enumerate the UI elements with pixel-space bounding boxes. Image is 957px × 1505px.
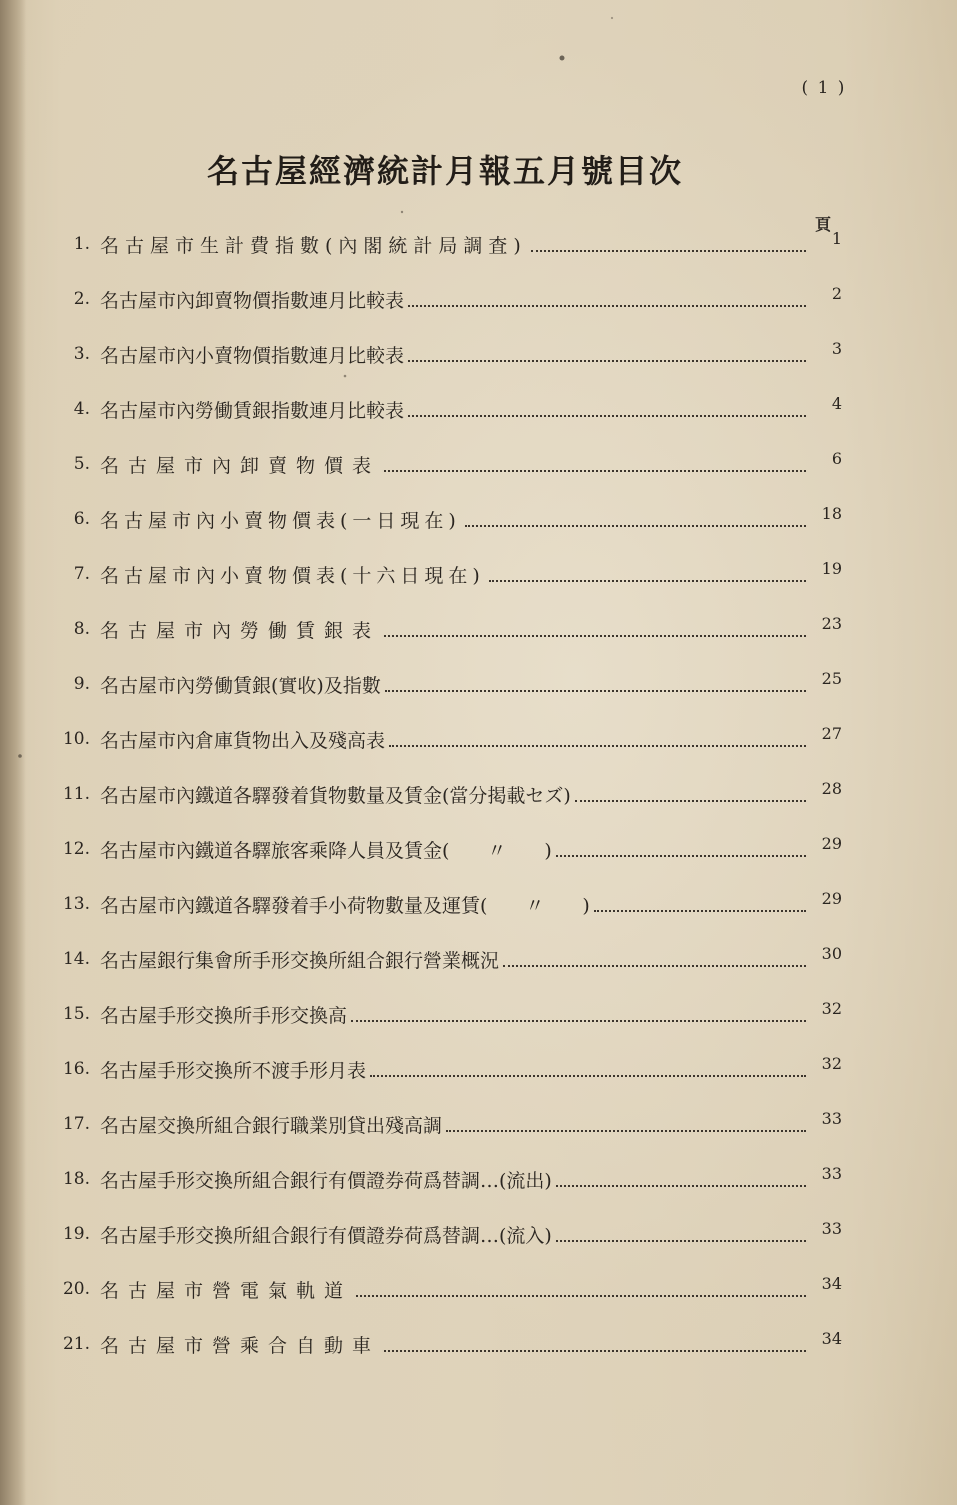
toc-entry-number: 14. [62, 949, 90, 969]
toc-entry-11 [50, 774, 842, 814]
toc-entry-page: 4 [831, 393, 842, 413]
toc-entry-number: 12. [62, 839, 90, 859]
toc-entry-page: 32 [821, 998, 842, 1018]
toc-entry-title: 名古屋市營電氣軌道 [100, 1279, 353, 1302]
toc-entry-21 [50, 1324, 842, 1364]
toc-entry-number: 2. [73, 289, 90, 309]
toc-entry-number: 8. [73, 619, 90, 639]
toc-entry-number: 15. [62, 1004, 90, 1024]
toc-entry-title: 名古屋市內小賣物價表(十六日現在) [100, 564, 485, 587]
toc-entry-page: 33 [821, 1218, 842, 1238]
page-number: ( 1 ) [801, 78, 847, 98]
toc-entry-title: 名古屋市內勞働賃銀表 [100, 619, 381, 642]
toc-entry-page: 29 [821, 888, 842, 908]
toc-entry-page: 28 [821, 778, 842, 798]
toc-entry-10 [50, 719, 842, 759]
toc-entry-5 [50, 444, 842, 484]
toc-entry-page: 6 [831, 448, 842, 468]
toc-leader-dots [556, 1240, 806, 1242]
page-title: 名古屋經濟統計月報五月號目次 [206, 152, 683, 190]
toc-entry-15 [50, 994, 842, 1034]
toc-entry-title: 名古屋市內勞働賃銀(實收)及指數 [100, 674, 381, 697]
toc-leader-dots [594, 910, 806, 912]
toc-entry-title: 名古屋手形交換所手形交換高 [100, 1004, 348, 1027]
toc-entry-page: 34 [821, 1273, 842, 1293]
toc-entry-page: 1 [831, 228, 842, 248]
toc-entry-page: 3 [831, 338, 842, 358]
toc-entry-title: 名古屋市內倉庫貨物出入及殘高表 [100, 729, 386, 752]
toc-entry-title: 名古屋市內卸賣物價指數連月比較表 [100, 289, 405, 312]
toc-entry-number: 4. [73, 399, 90, 419]
toc-leader-dots [370, 1075, 806, 1077]
toc-entry-page: 23 [821, 613, 842, 633]
toc-entry-title: 名古屋市生計費指數(內閣統計局調査) [100, 234, 527, 257]
toc-entry-title: 名古屋市內勞働賃銀指數連月比較表 [100, 399, 405, 422]
toc-entry-title: 名古屋市營乘合自動車 [100, 1334, 381, 1357]
toc-entry-18 [50, 1159, 842, 1199]
toc-entry-title: 名古屋手形交換所不渡手形月表 [100, 1059, 367, 1082]
toc-entry-17 [50, 1104, 842, 1144]
toc-entry-title: 名古屋銀行集會所手形交換所組合銀行營業概況 [100, 949, 500, 972]
toc-entry-number: 20. [62, 1279, 90, 1299]
toc-leader-dots [465, 525, 806, 527]
page-column-header: 頁 [814, 215, 831, 234]
toc-entry-page: 33 [821, 1163, 842, 1183]
toc-entry-3 [50, 334, 842, 374]
toc-entry-title: 名古屋交換所組合銀行職業別貸出殘高調 [100, 1114, 443, 1137]
toc-entry-number: 13. [62, 894, 90, 914]
toc-entry-title: 名古屋市內小賣物價指數連月比較表 [100, 344, 405, 367]
toc-leader-dots [408, 415, 806, 417]
toc-entry-8 [50, 609, 842, 649]
toc-entry-title: 名古屋市內鐵道各驛發着手小荷物數量及運賃( 〃 ) [100, 894, 590, 917]
toc-entry-title: 名古屋市內鐵道各驛發着貨物數量及賃金(當分掲載セズ) [100, 784, 571, 807]
toc-entry-page: 30 [821, 943, 842, 963]
toc-entry-page: 33 [821, 1108, 842, 1128]
toc-entry-number: 5. [73, 454, 90, 474]
toc-leader-dots [531, 250, 806, 252]
toc-entry-page: 32 [821, 1053, 842, 1073]
toc-entry-14 [50, 939, 842, 979]
toc-leader-dots [556, 855, 806, 857]
toc-leader-dots [384, 635, 806, 637]
toc-entry-1 [50, 224, 842, 264]
toc-leader-dots [408, 360, 806, 362]
toc-entry-6 [50, 499, 842, 539]
toc-leader-dots [384, 1350, 806, 1352]
toc-entry-16 [50, 1049, 842, 1089]
toc-leader-dots [385, 690, 806, 692]
toc-entry-number: 3. [73, 344, 90, 364]
toc-entry-title: 名古屋市內鐵道各驛旅客乘降人員及賃金( 〃 ) [100, 839, 552, 862]
toc-entry-number: 19. [62, 1224, 90, 1244]
toc-entry-number: 21. [62, 1334, 90, 1354]
toc-entry-page: 2 [831, 283, 842, 303]
toc-entry-number: 10. [62, 729, 90, 749]
toc-entry-number: 9. [73, 674, 90, 694]
toc-leader-dots [489, 580, 806, 582]
toc-entry-9 [50, 664, 842, 704]
toc-entry-12 [50, 829, 842, 869]
toc-leader-dots [408, 305, 806, 307]
toc-entry-page: 27 [821, 723, 842, 743]
toc-entry-7 [50, 554, 842, 594]
toc-entry-number: 18. [62, 1169, 90, 1189]
toc-entry-title: 名古屋手形交換所組合銀行有價證券荷爲替調…(流出) [100, 1169, 552, 1192]
toc-entry-page: 25 [821, 668, 842, 688]
toc-entry-page: 29 [821, 833, 842, 853]
toc-leader-dots [384, 470, 806, 472]
toc-entry-4 [50, 389, 842, 429]
toc-leader-dots [356, 1295, 806, 1297]
toc-entry-page: 18 [821, 503, 842, 523]
toc-entry-title: 名古屋市內小賣物價表(一日現在) [100, 509, 461, 532]
table-of-contents [50, 222, 850, 1362]
book-spine-shadow [0, 0, 26, 1505]
toc-entry-20 [50, 1269, 842, 1309]
toc-leader-dots [389, 745, 806, 747]
toc-leader-dots [575, 800, 806, 802]
toc-leader-dots [351, 1020, 806, 1022]
toc-leader-dots [503, 965, 806, 967]
toc-entry-number: 16. [62, 1059, 90, 1079]
toc-entry-number: 17. [62, 1114, 90, 1134]
toc-entry-number: 6. [73, 509, 90, 529]
toc-entry-number: 7. [73, 564, 90, 584]
toc-entry-title: 名古屋市內卸賣物價表 [100, 454, 381, 477]
toc-entry-page: 19 [821, 558, 842, 578]
toc-leader-dots [556, 1185, 806, 1187]
toc-entry-number: 11. [62, 784, 90, 804]
toc-entry-title: 名古屋手形交換所組合銀行有價證券荷爲替調…(流入) [100, 1224, 552, 1247]
toc-entry-2 [50, 279, 842, 319]
toc-entry-19 [50, 1214, 842, 1254]
toc-leader-dots [446, 1130, 806, 1132]
toc-entry-number: 1. [73, 234, 90, 254]
toc-entry-page: 34 [821, 1328, 842, 1348]
toc-entry-13 [50, 884, 842, 924]
